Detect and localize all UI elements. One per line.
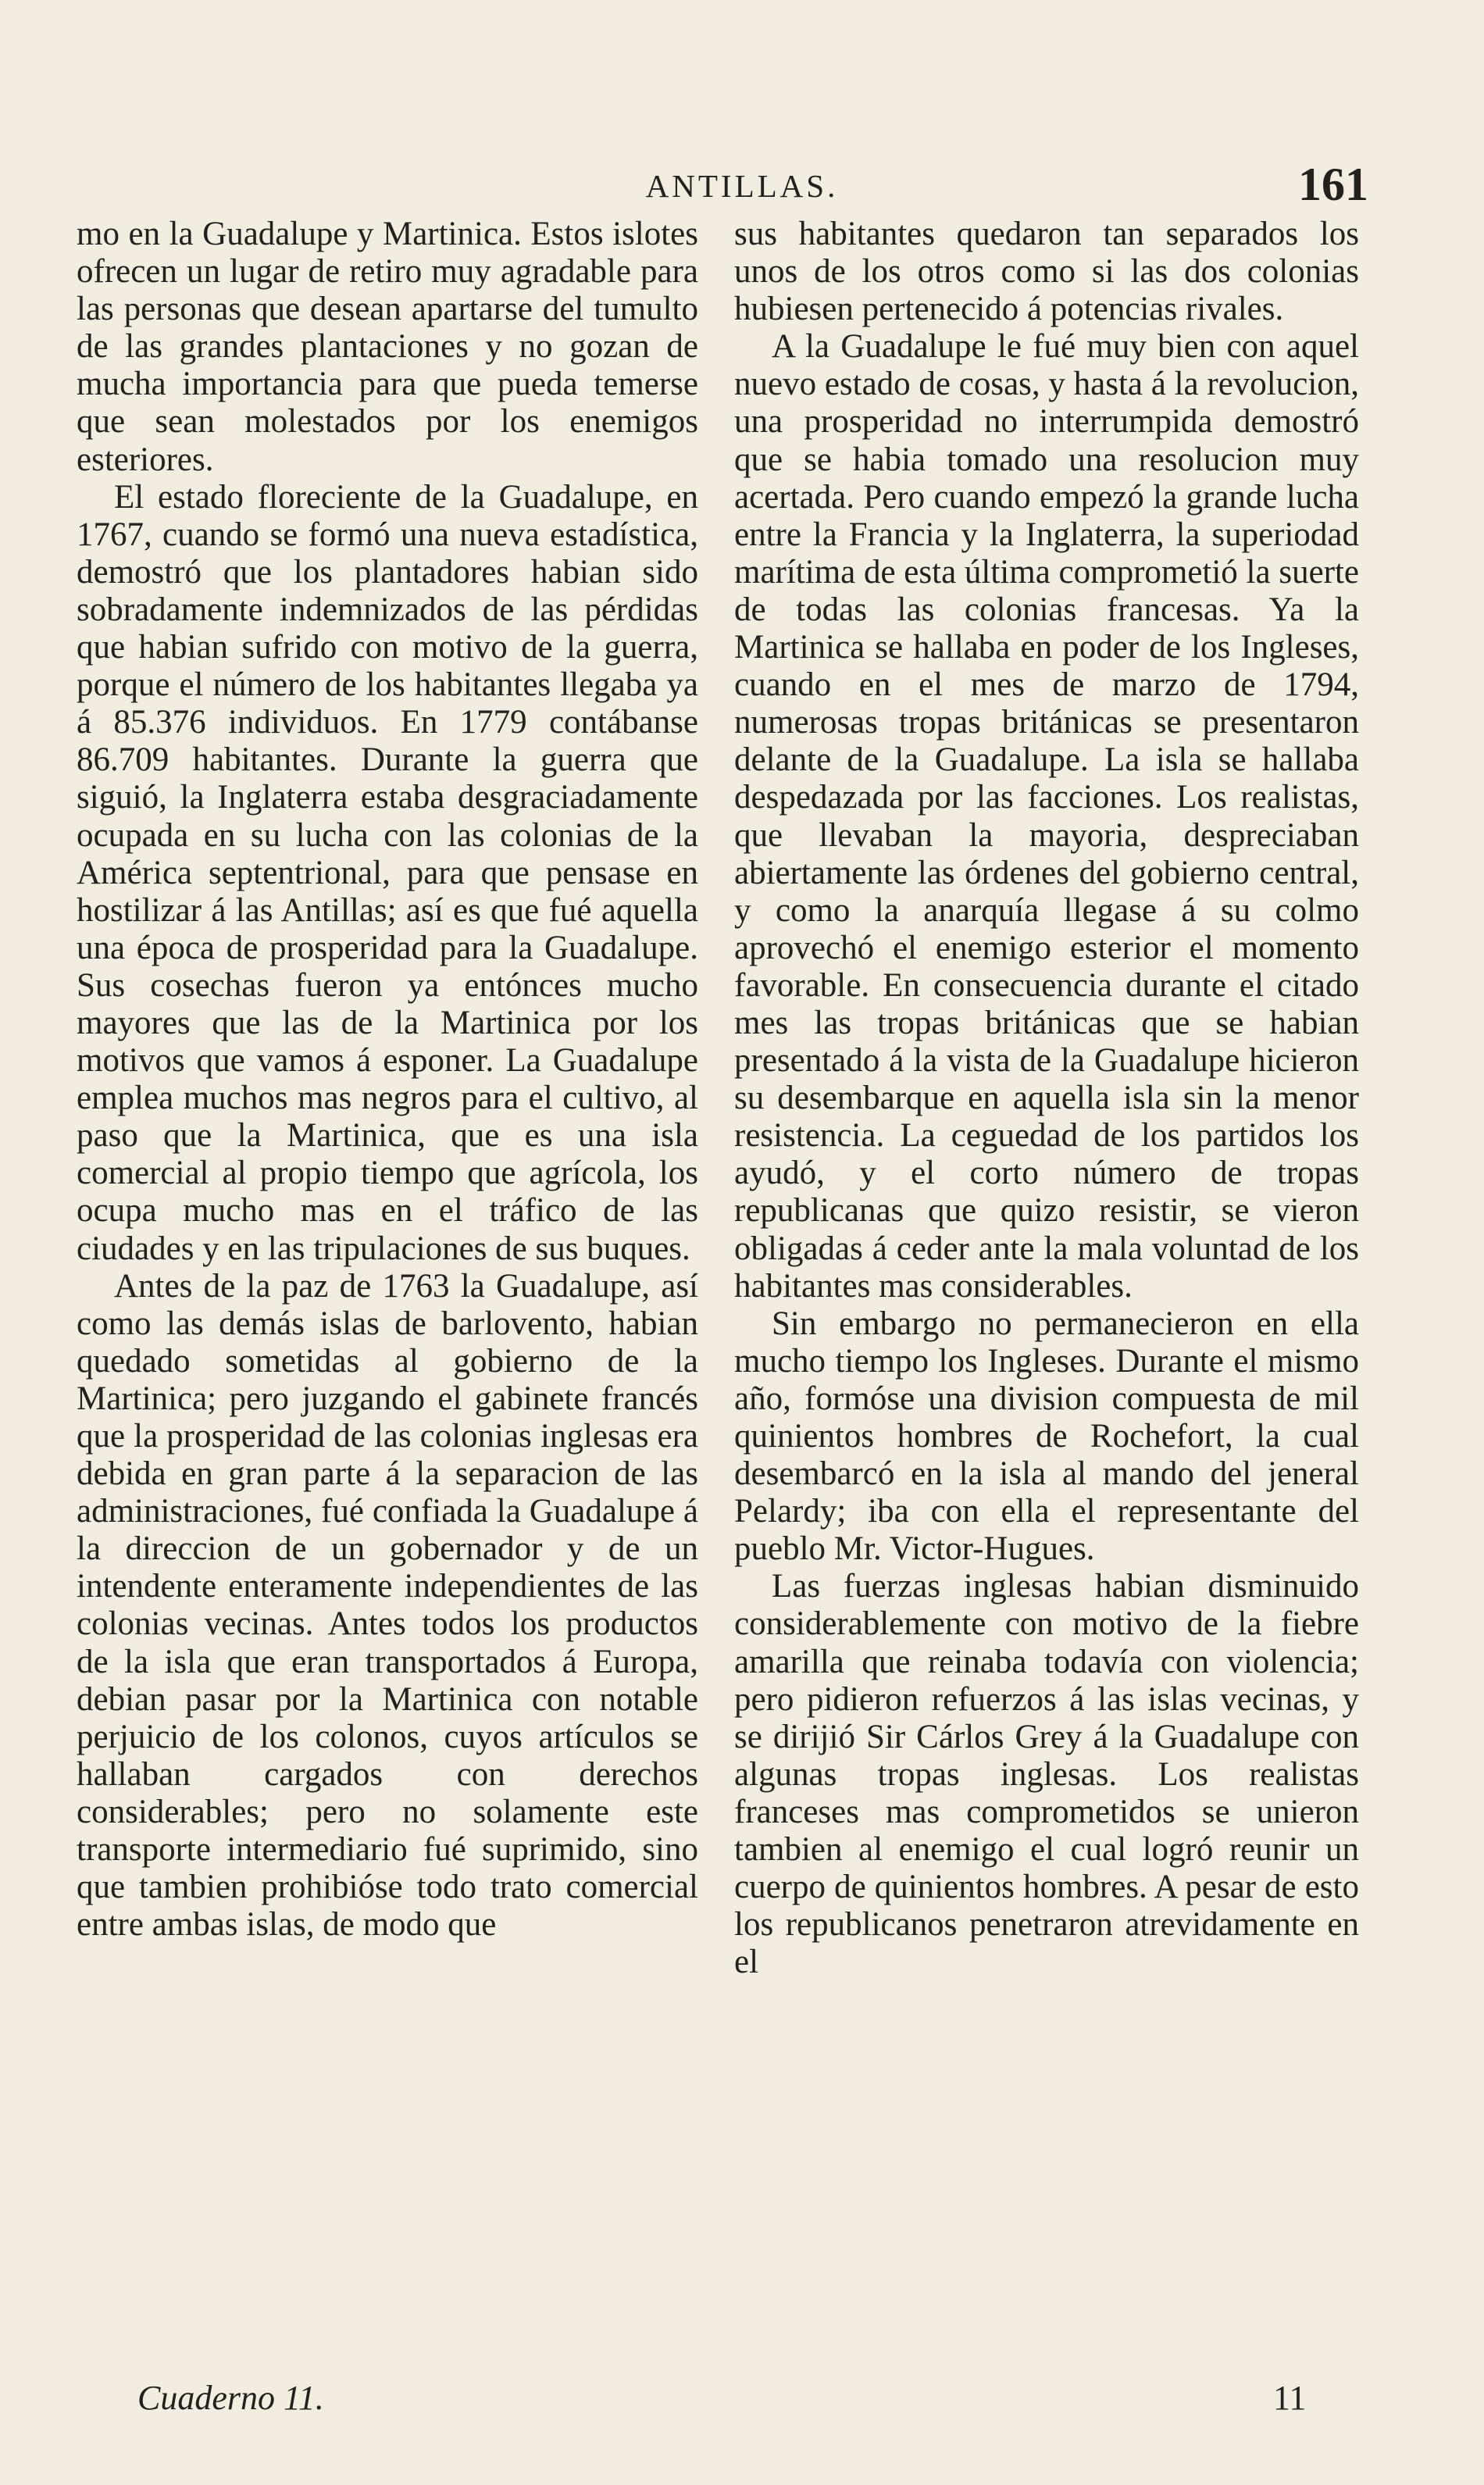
paragraph: Las fuerzas inglesas habian disminuido considerablemente con motivo de la fiebre amarilla que reinaba todavía con violencia; pero pidieron refuerzos á las islas vecinas, y se dirijió Sir Cárlos Grey á la Guadalupe con algunas tropas inglesas. Los realistas franceses mas comprometidos se unieron tambien al enemigo el cual logró reunir un cuerpo de quinientos hombres. A pesar de esto los republicanos penetraron atrevidamente en el — [734, 1568, 1359, 1981]
paragraph: A la Guadalupe le fué muy bien con aquel nuevo estado de cosas, y hasta á la revolucion, una prosperidad no interrumpida demostró que se habia tomado una resolucion muy acertada. Pero cuando empezó la grande lucha entre la Francia y la Inglaterra, la superiodad marítima de esta última comprometió la suerte de todas las colonias francesas. Ya la Martinica se hallaba en poder de los Ingleses, cuando en el mes de marzo de 1794, numerosas tropas británicas se presentaron delante de la Guadalupe. La isla se hallaba despedazada por las facciones. Los realistas, que llevaban la mayoria, despreciaban abiertamente las órdenes del gobierno central, y como la anarquía llegase á su colmo aprovechó el enemigo esterior el momento favorable. En consecuencia durante el citado mes las tropas británicas que se habian presentado á la vista de la Guadalupe hicieron su desembarque en aquella isla sin la menor resistencia. La ceguedad de los partidos los ayudó, y el corto número de tropas republicanas que quizo resistir, se vieron obligadas á ceder ante la mala voluntad de los habitantes mas considerables. — [734, 328, 1360, 1305]
sheet-number: 11 — [1273, 2379, 1307, 2417]
paragraph: Sin embargo no permanecieron en ella mucho tiempo los Ingleses. Durante el mismo año, formóse una division compuesta de mil quinientos hombres de Rochefort, la cual desembarcó en la isla al mando del jeneral Pelardy; iba con ella el representante del pueblo Mr. Victor-Hugues. — [734, 1305, 1359, 1568]
paragraph: sus habitantes quedaron tan separados los unos de los otros como si las dos colonias hubiesen pertenecido á potencias rivales. — [734, 216, 1359, 328]
right-column — [734, 216, 1359, 1981]
paragraph: Antes de la paz de 1763 la Guadalupe, así como las demás islas de barlovento, habian quedado sometidas al gobierno de la Martinica; pero juzgando el gabinete francés que la prosperidad de las colonias inglesas era debida en gran parte á la separacion de las administraciones, fué confiada la Guadalupe á la direccion de un gobernador y de un intendente enteramente independientes de las colonias vecinas. Antes todos los productos de la isla que eran transportados á Europa, debian pasar por la Martinica con notable perjuicio de los colonos, cuyos artículos se hallaban cargados con derechos considerables; pero no solamente este transporte intermediario fué suprimido, sino que tambien prohibióse todo trato comercial entre ambas islas, de modo que — [77, 1267, 698, 1944]
signature-mark: Cuaderno 11. — [137, 2379, 324, 2417]
page-number: 161 — [1298, 159, 1368, 210]
running-header: ANTILLAS. — [645, 168, 839, 204]
paragraph: El estado floreciente de la Guadalupe, en 1767, cuando se formó una nueva estadística, demostró que los plantadores habian sido sobradamente indemnizados de las pérdidas que habian sufrido con motivo de la guerra, porque el número de los habitantes llegaba ya á 85.376 individuos. En 1779 contábanse 86.709 habitantes. Durante la guerra que siguió, la Inglaterra estaba desgraciadamente ocupada en su lucha con las colonias de la América septentrional, para que pensase en hostilizar á las Antillas; así es que fué aquella una época de prosperidad para la Guadalupe. Sus cosechas fueron ya entónces mucho mayores que las de la Martinica por los motivos que vamos á esponer. La Guadalupe emplea muchos mas negros para el cultivo, al paso que la Martinica, que es una isla comercial al propio tiempo que agrícola, los ocupa mucho mas en el tráfico de las ciudades y en las tripulaciones de sus buques. — [77, 478, 698, 1267]
left-column — [77, 216, 698, 1944]
paragraph: mo en la Guadalupe y Martinica. Estos islotes ofrecen un lugar de retiro muy agradable para las personas que desean apartarse del tumulto de las grandes plantaciones y no gozan de mucha importancia para que pueda temerse que sean molestados por los enemigos esteriores. — [77, 216, 698, 478]
